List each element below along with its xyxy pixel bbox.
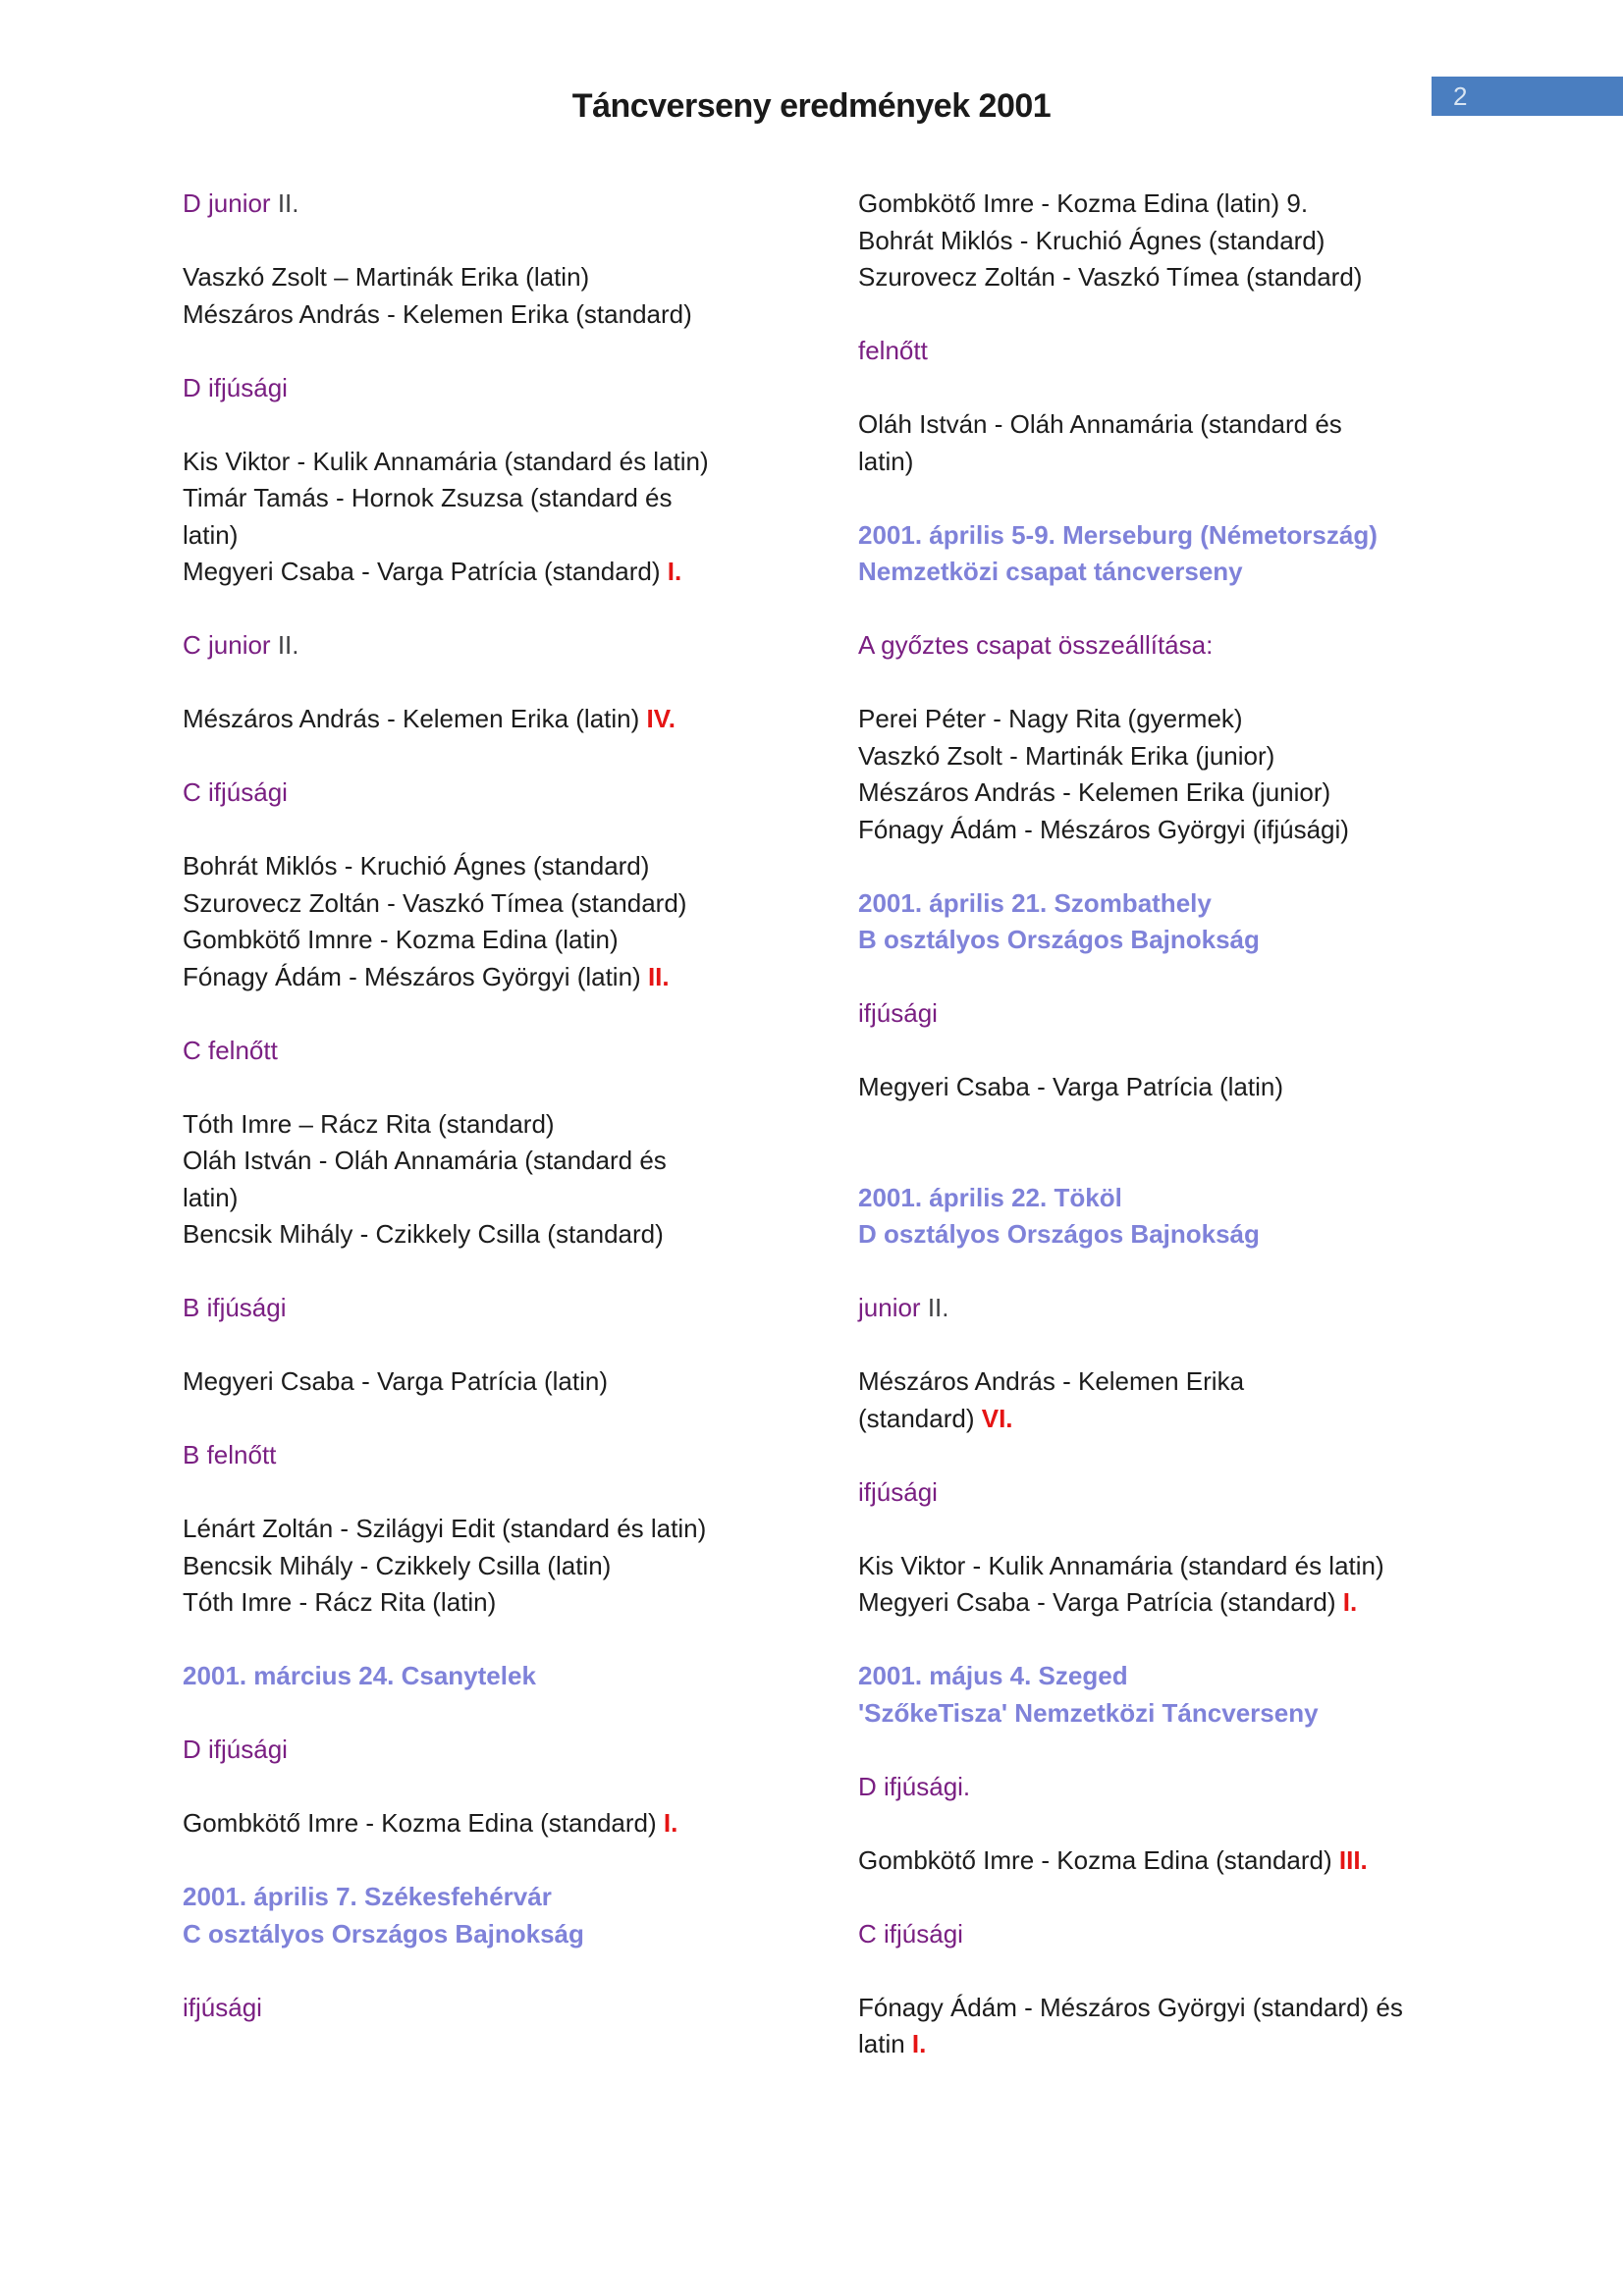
event-heading: D osztályos Országos Bajnokság [858,1219,1260,1249]
text-line [858,1584,1403,1622]
blank-line [858,1732,1403,1769]
result-text: Oláh István - Oláh Annamária (standard és [858,409,1342,439]
blank-line [858,1254,1403,1291]
text-line [183,259,709,296]
text-line [858,995,1403,1033]
text-line [183,848,709,885]
text-line [183,1216,709,1254]
text-line [858,186,1403,223]
event-heading: 2001. április 7. Székesfehérvár [183,1882,552,1911]
result-text: Timár Tamás - Hornok Zsuzsa (standard és [183,483,673,512]
result-text: Perei Péter - Nagy Rita (gyermek) [858,704,1243,733]
blank-line [858,296,1403,334]
result-text: Gombkötő Imnre - Kozma Edina (latin) [183,925,619,954]
result-text: Mészáros András - Kelemen Erika [858,1366,1245,1396]
text-line [183,296,709,334]
category-heading: C junior [183,630,278,660]
blank-line [858,1805,1403,1842]
event-heading: B osztályos Országos Bajnokság [858,925,1260,954]
result-text: Gombkötő Imre - Kozma Edina (latin) 9. [858,188,1309,218]
result-text: Gombkötő Imre - Kozma Edina (standard) [183,1808,664,1838]
blank-line [858,1106,1403,1144]
result-text: Mészáros András - Kelemen Erika (standard) [183,298,692,329]
blank-line [183,1401,709,1438]
blank-line [858,959,1403,996]
text-line [858,333,1403,370]
result-text: Fónagy Ádám - Mészáros Györgyi (ifjúsági) [858,814,1349,844]
category-heading: ifjúsági [858,1476,938,1507]
text-line [858,223,1403,260]
text-line [183,1033,709,1070]
result-text: Oláh István - Oláh Annamária (standard és [183,1146,667,1175]
text-line [183,480,709,517]
result-text: Megyeri Csaba - Varga Patrícia (standard) [858,1587,1343,1617]
text-line [183,1805,709,1842]
rank-value: I. [667,557,682,586]
text-line [858,774,1403,812]
text-line [858,444,1403,481]
result-text: Megyeri Csaba - Varga Patrícia (latin) [183,1366,609,1396]
result-text: Tóth Imre - Rácz Rita (latin) [183,1587,497,1617]
result-text: Megyeri Csaba - Varga Patrícia (latin) [858,1072,1284,1101]
rank-value: I. [1342,1587,1358,1617]
blank-line [858,665,1403,702]
rank-value: IV. [646,704,676,733]
blank-line [183,1327,709,1364]
category-heading-suffix: II. [277,188,299,218]
category-heading: felnőtt [858,336,928,365]
text-line [183,1732,709,1769]
blank-line [858,370,1403,407]
event-heading: 2001. április 5-9. Merseburg (Németország) [858,519,1378,550]
event-heading: 'SzőkeTisza' Nemzetközi Táncverseny [858,1697,1319,1728]
text-line [183,517,709,555]
text-line [183,1548,709,1585]
text-line [183,885,709,923]
text-line [183,1106,709,1144]
category-heading: B ifjúsági [183,1293,287,1322]
text-line [183,774,709,812]
text-line [183,701,709,738]
event-heading: 2001. március 24. Csanytelek [183,1661,536,1690]
blank-line [183,1842,709,1880]
result-text: Szurovecz Zoltán - Vaszkó Tímea (standard) [183,887,687,918]
category-heading: ifjúsági [858,998,938,1028]
text-line [183,1180,709,1217]
category-heading: D ifjúsági. [858,1771,971,1801]
result-text: Vaszkó Zsolt – Martinák Erika (latin) [183,262,590,292]
text-line [183,1916,709,1953]
text-line [183,370,709,407]
text-line [183,444,709,481]
blank-line [183,406,709,444]
text-line [858,1363,1403,1401]
text-line [183,1143,709,1180]
text-line [183,1437,709,1474]
blank-line [183,1474,709,1512]
result-text: Bohrát Miklós - Kruchió Ágnes (standard) [858,225,1325,255]
category-heading: C ifjúsági [183,777,288,807]
category-heading: C felnőtt [183,1035,278,1065]
category-heading: D ifjúsági [183,372,288,402]
blank-line [183,1769,709,1806]
rank-value: II. [647,961,670,991]
result-text: Gombkötő Imre - Kozma Edina (standard) [858,1844,1339,1875]
category-heading: junior [858,1293,928,1322]
text-line [858,1069,1403,1106]
blank-line [183,995,709,1033]
result-text: Bohrát Miklós - Kruchió Ágnes (standard) [183,851,650,881]
blank-line [183,1622,709,1659]
blank-line [858,480,1403,517]
text-line [858,1916,1403,1953]
rank-value: I. [911,2029,927,2058]
blank-line [858,1437,1403,1474]
text-line [858,1769,1403,1806]
blank-line [183,223,709,260]
category-heading: A győztes csapat összeállítása: [858,630,1214,660]
rank-value: III. [1338,1844,1368,1875]
result-text: Tóth Imre – Rácz Rita (standard) [183,1108,555,1139]
rank-value: VI. [981,1403,1013,1433]
page-number: 2 [1453,81,1468,111]
left-column [183,186,709,2026]
event-heading: C osztályos Országos Bajnokság [183,1918,584,1949]
text-line [858,1842,1403,1880]
text-line [858,406,1403,444]
result-text: Lénárt Zoltán - Szilágyi Edit (standard és latin) [183,1514,707,1543]
text-line [858,738,1403,775]
text-line [858,1216,1403,1254]
text-line [858,2026,1403,2063]
result-text: latin) [183,1182,239,1212]
text-line [183,1363,709,1401]
event-heading: 2001. május 4. Szeged [858,1661,1128,1690]
text-line [858,517,1403,555]
result-text: Mészáros András - Kelemen Erika (latin) [183,704,647,733]
text-line [858,1290,1403,1327]
page-title: Táncverseny eredmények 2001 [571,86,1052,125]
blank-line [183,333,709,370]
text-line [858,1658,1403,1695]
right-column [858,186,1403,2063]
blank-line [183,1695,709,1733]
blank-line [183,591,709,628]
result-text: Bencsik Mihály - Czikkely Csilla (latin) [183,1550,612,1580]
result-text: Fónagy Ádám - Mészáros Györgyi (standard) és [858,1992,1403,2022]
category-heading-suffix: II. [927,1293,949,1322]
text-line [183,554,709,591]
text-line [858,1990,1403,2027]
result-text: Mészáros András - Kelemen Erika (junior) [858,777,1331,807]
blank-line [183,738,709,775]
text-line [858,1180,1403,1217]
text-line [183,922,709,959]
blank-line [858,1511,1403,1548]
blank-line [183,812,709,849]
page-number-box [1432,77,1623,116]
text-line [183,959,709,996]
blank-line [858,1033,1403,1070]
event-heading: 2001. április 21. Szombathely [858,887,1212,918]
result-text: Bencsik Mihály - Czikkely Csilla (standard) [183,1219,664,1249]
result-text: latin) [858,446,914,476]
text-line [858,1548,1403,1585]
result-text: Kis Viktor - Kulik Annamária (standard és latin) [858,1550,1384,1580]
text-line [183,627,709,665]
category-heading: B felnőtt [183,1440,277,1469]
category-heading: D junior [183,188,278,218]
result-text: (standard) [858,1403,982,1433]
blank-line [183,1952,709,1990]
category-heading: C ifjúsági [858,1918,963,1949]
result-text: latin) [183,519,239,550]
text-line [858,812,1403,849]
text-line [183,1658,709,1695]
event-heading: 2001. április 22. Tököl [858,1182,1122,1212]
text-line [858,1401,1403,1438]
text-line [183,1584,709,1622]
result-text: Szurovecz Zoltán - Vaszkó Tímea (standard) [858,262,1363,292]
text-line [858,554,1403,591]
result-text: Megyeri Csaba - Varga Patrícia (standard) [183,557,668,586]
text-line [858,885,1403,923]
blank-line [183,1254,709,1291]
category-heading: D ifjúsági [183,1735,288,1764]
blank-line [858,1327,1403,1364]
rank-value: I. [663,1808,678,1838]
text-line [858,701,1403,738]
text-line [183,186,709,223]
category-heading: ifjúsági [183,1992,262,2022]
text-line [858,259,1403,296]
result-text: Fónagy Ádám - Mészáros Györgyi (latin) [183,961,648,991]
text-line [858,922,1403,959]
result-text: latin [858,2029,912,2058]
text-line [183,1290,709,1327]
blank-line [858,1952,1403,1990]
blank-line [858,1143,1403,1180]
text-line [858,1474,1403,1512]
blank-line [858,1622,1403,1659]
result-text: Kis Viktor - Kulik Annamária (standard és latin) [183,446,709,476]
text-line [183,1990,709,2027]
text-line [183,1879,709,1916]
result-text: Vaszkó Zsolt - Martinák Erika (junior) [858,740,1275,771]
blank-line [858,1879,1403,1916]
blank-line [858,848,1403,885]
text-line [183,1511,709,1548]
blank-line [858,591,1403,628]
blank-line [183,665,709,702]
category-heading-suffix: II. [277,630,299,660]
blank-line [183,1069,709,1106]
event-heading: Nemzetközi csapat táncverseny [858,557,1243,586]
text-line [858,627,1403,665]
text-line [858,1695,1403,1733]
